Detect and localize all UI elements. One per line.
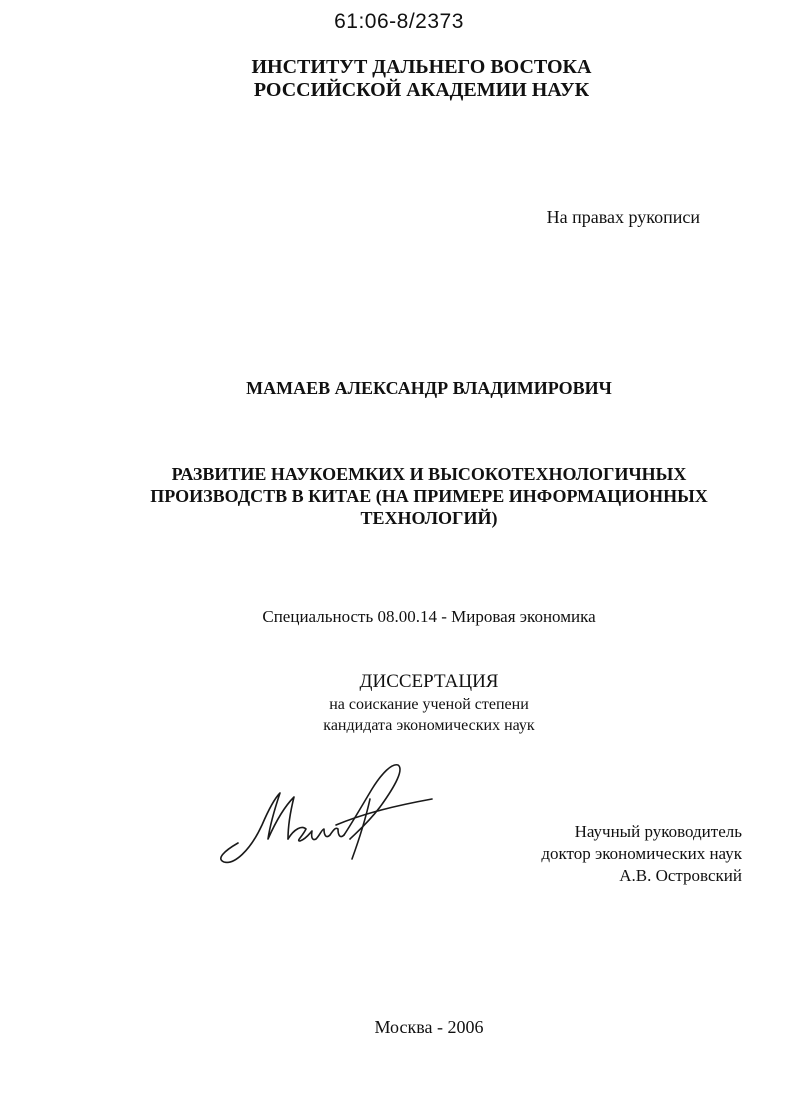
title-line-3: ТЕХНОЛОГИЙ) bbox=[360, 508, 498, 528]
supervisor-name: А.В. Островский bbox=[619, 866, 742, 885]
institute-name bbox=[0, 56, 798, 102]
supervisor-block bbox=[541, 821, 742, 887]
dissertation-heading: ДИССЕРТАЦИЯ bbox=[359, 671, 499, 692]
specialty: Специальность 08.00.14 - Мировая экономика bbox=[262, 607, 596, 626]
registration-number: 61:06-8/2373 bbox=[334, 10, 464, 33]
institute-line-1: ИНСТИТУТ ДАЛЬНЕГО ВОСТОКА bbox=[251, 56, 592, 78]
author-signature bbox=[210, 755, 440, 870]
place-and-year: Москва - 2006 bbox=[374, 1017, 484, 1037]
institute-line-2: РОССИЙСКОЙ АКАДЕМИИ НАУК bbox=[253, 79, 590, 101]
author-name: МАМАЕВ АЛЕКСАНДР ВЛАДИМИРОВИЧ bbox=[246, 378, 612, 398]
degree-line-2: кандидата экономических наук bbox=[323, 717, 535, 734]
supervisor-role: Научный руководитель bbox=[574, 822, 742, 841]
rights-note: На правах рукописи bbox=[546, 207, 700, 227]
title-line-2: ПРОИЗВОДСТВ В КИТАЕ (НА ПРИМЕРЕ ИНФОРМАЦИОННЫХ bbox=[150, 486, 708, 506]
supervisor-degree: доктор экономических наук bbox=[541, 844, 742, 863]
title-line-1: РАЗВИТИЕ НАУКОЕМКИХ И ВЫСОКОТЕХНОЛОГИЧНЫХ bbox=[171, 464, 687, 484]
dissertation-degree bbox=[0, 694, 798, 736]
degree-line-1: на соискание ученой степени bbox=[329, 696, 529, 713]
dissertation-title bbox=[0, 463, 798, 529]
